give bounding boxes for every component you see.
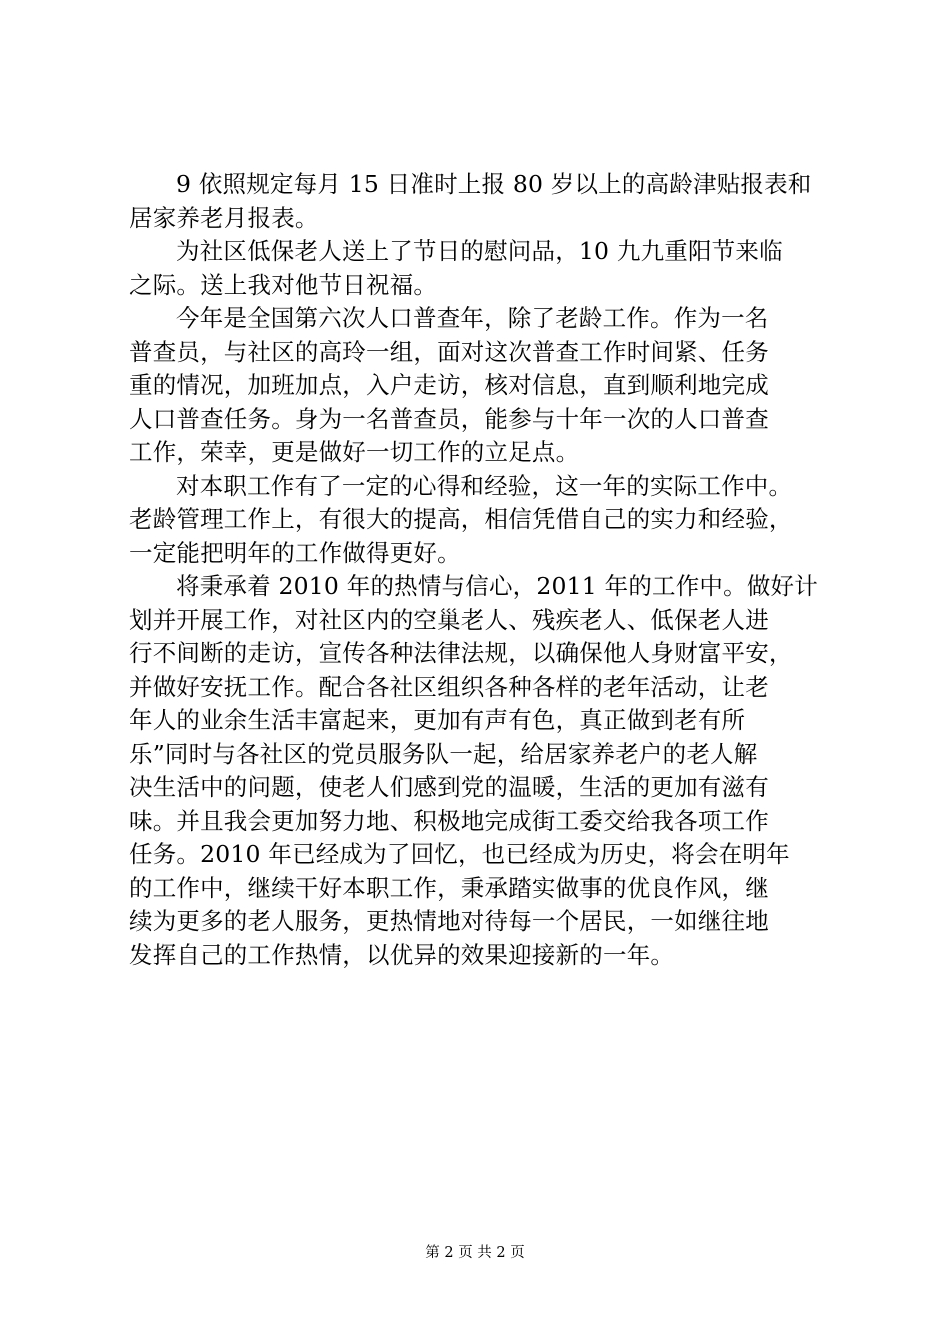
text-line: 今年是全国第六次人口普查年，除了老龄工作。作为一名 bbox=[176, 304, 769, 332]
text-line: 续为更多的老人服务，更热情地对待每一个居民，一如继往地 bbox=[129, 907, 769, 935]
text-line: 决生活中的问题，使老人们感到党的温暖，生活的更加有滋有 bbox=[129, 773, 769, 801]
text-line: 将秉承着 2010 年的热情与信心，2011 年的工作中。做好计 bbox=[176, 572, 818, 600]
text-line: 任务。2010 年已经成为了回忆，也已经成为历史，将会在明年 bbox=[129, 840, 790, 868]
document-body bbox=[129, 168, 829, 972]
text-line: 人口普查任务。身为一名普查员，能参与十年一次的人口普查 bbox=[129, 404, 769, 433]
text-line: 味。并且我会更加努力地、积极地完成街工委交给我各项工作 bbox=[129, 806, 769, 835]
text-line: 工作，荣幸，更是做好一切工作的立足点。 bbox=[129, 438, 580, 466]
page-footer bbox=[0, 1243, 950, 1263]
text-line: 居家养老月报表。 bbox=[129, 203, 319, 232]
text-line: 重的情况，加班加点，入户走访，核对信息，直到顺利地完成 bbox=[129, 371, 769, 399]
text-line: 行不间断的走访，宣传各种法律法规，以确保他人身财富平安， bbox=[129, 639, 793, 667]
text-line: 并做好安抚工作。配合各社区组织各种各样的老年活动，让老 bbox=[129, 672, 769, 701]
text-line: 发挥自己的工作热情，以优异的效果迎接新的一年。 bbox=[129, 940, 675, 969]
text-line: 之际。送上我对他节日祝福。 bbox=[129, 270, 438, 299]
text-line: 9 依照规定每月 15 日准时上报 80 岁以上的高龄津贴报表和 bbox=[176, 170, 812, 198]
text-line: 的工作中，继续干好本职工作，秉承踏实做事的优良作风，继 bbox=[129, 873, 769, 902]
text-line: 普查员，与社区的高玲一组，面对这次普查工作时间紧、任务 bbox=[129, 337, 769, 366]
text-line: 为社区低保老人送上了节日的慰问品，10 九九重阳节来临 bbox=[176, 237, 783, 265]
text-line: 乐”同时与各社区的党员服务队一起，给居家养老户的老人解 bbox=[129, 739, 758, 768]
text-line: 老龄管理工作上，有很大的提高，相信凭借自己的实力和经验， bbox=[129, 505, 793, 533]
text-line: 年人的业余生活丰富起来，更加有声有色，真正做到老有所 bbox=[129, 706, 746, 734]
text-line: 对本职工作有了一定的心得和经验，这一年的实际工作中。 bbox=[176, 471, 793, 500]
page-number-label: 第 2 页 共 2 页 bbox=[425, 1245, 525, 1261]
text-line: 划并开展工作，对社区内的空巢老人、残疾老人、低保老人进 bbox=[129, 605, 769, 634]
text-line: 一定能把明年的工作做得更好。 bbox=[129, 538, 461, 567]
